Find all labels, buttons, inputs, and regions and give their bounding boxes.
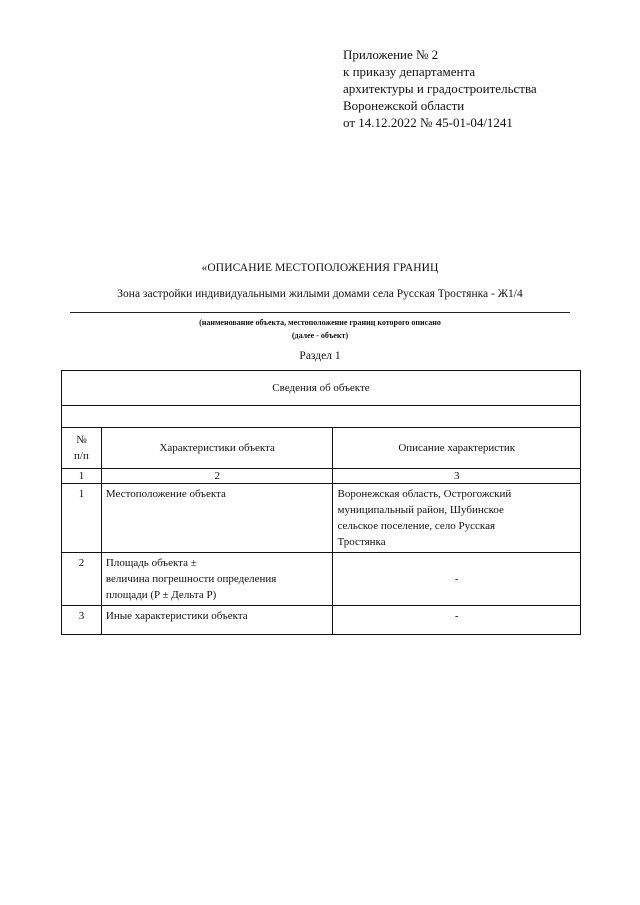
row-characteristic — [101, 606, 333, 635]
row-description: - — [333, 606, 581, 635]
column-number: 1 — [62, 469, 102, 484]
table-caption-row — [62, 371, 581, 406]
table-empty-cell — [62, 406, 581, 428]
document-title: «ОПИСАНИЕ МЕСТОПОЛОЖЕНИЯ ГРАНИЦ — [201, 262, 439, 274]
row-description — [333, 484, 581, 553]
appendix-block — [343, 46, 537, 131]
description-line: Воронежская область, Острогожский — [337, 488, 512, 500]
characteristic-line: Иные характеристики объекта — [105, 610, 248, 622]
object-info-table — [61, 370, 581, 635]
column-number-row — [62, 469, 581, 484]
characteristic-line: величина погрешности определения — [105, 573, 277, 585]
table-row — [62, 606, 581, 635]
characteristic-line: Площадь объекта ± — [105, 557, 197, 569]
characteristic-line: площади (P ± Дельта P) — [105, 589, 217, 601]
appendix-line: Воронежской области — [343, 98, 465, 113]
row-number: 1 — [62, 484, 102, 553]
header-num — [62, 428, 102, 469]
zone-name: Зона застройки индивидуальными жилыми домами села Русская Тростянка - Ж1/4 — [117, 288, 523, 300]
table-caption: Сведения об объекте — [62, 371, 581, 406]
section-title: Раздел 1 — [299, 350, 341, 362]
characteristic-line: Местоположение объекта — [105, 488, 226, 500]
appendix-line: к приказу департамента — [343, 64, 476, 79]
table-empty-row — [62, 406, 581, 428]
table-header-row — [62, 428, 581, 469]
description-line: муниципальный район, Шубинское — [337, 504, 504, 516]
column-number: 3 — [333, 469, 581, 484]
row-description: - — [333, 553, 581, 606]
appendix-line: Приложение № 2 — [343, 47, 439, 62]
header-num-line1: № — [76, 434, 87, 446]
appendix-line: от 14.12.2022 № 45-01-04/1241 — [343, 115, 513, 130]
row-characteristic — [101, 553, 333, 606]
table-row — [62, 553, 581, 606]
caption-note-line1: (наименование объекта, местоположение границ которого описано — [199, 318, 441, 327]
underline-divider — [70, 312, 570, 313]
row-number: 2 — [62, 553, 102, 606]
caption-note-line2: (далее - объект) — [291, 331, 349, 340]
row-characteristic — [101, 484, 333, 553]
description-line: сельское поселение, село Русская — [337, 520, 496, 532]
appendix-line: архитектуры и градостроительства — [343, 81, 537, 96]
column-number: 2 — [101, 469, 333, 484]
header-num-line2: п/п — [74, 450, 89, 462]
row-number: 3 — [62, 606, 102, 635]
description-line: Тростянка — [337, 536, 386, 548]
header-description: Описание характеристик — [333, 428, 581, 469]
table-row — [62, 484, 581, 553]
header-characteristics: Характеристики объекта — [101, 428, 333, 469]
